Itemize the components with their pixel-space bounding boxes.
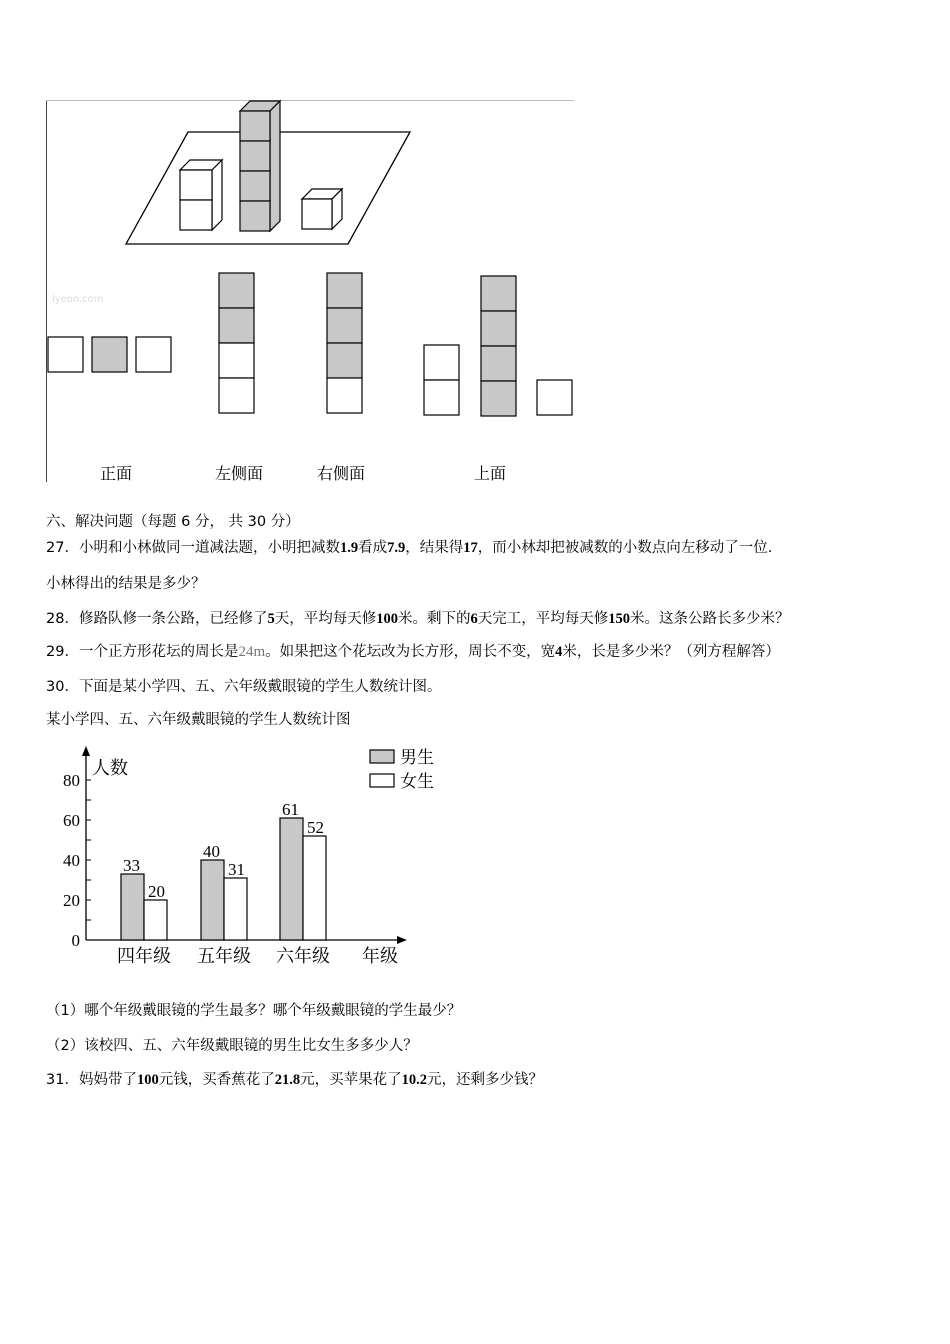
y-axis-arrow bbox=[82, 746, 90, 756]
cube-right-3d bbox=[302, 189, 342, 229]
y-tick-label: 80 bbox=[63, 771, 80, 790]
q27-text-b: 看成 bbox=[358, 540, 388, 556]
q31-text-c: 元，买苹果花了 bbox=[300, 1072, 402, 1088]
q27-num-1: 1.9 bbox=[339, 540, 359, 556]
view-left-option bbox=[219, 273, 254, 413]
q28-num-1: 5 bbox=[267, 611, 275, 627]
question-28 bbox=[46, 607, 789, 628]
section-title: 六、解决问题（每题 6 分， 共 30 分） bbox=[46, 514, 300, 530]
q28-text-b: 天，平均每天修 bbox=[274, 611, 377, 627]
view-right-option bbox=[327, 273, 362, 413]
question-29 bbox=[46, 640, 780, 661]
q29-text-c: 米，长是多少米？（列方程解答） bbox=[562, 644, 780, 660]
x-axis-label: 年级 bbox=[362, 946, 398, 967]
q27-text-a: 27．小明和小林做同一道减法题，小明把减数 bbox=[46, 540, 340, 556]
q28-num-2: 100 bbox=[376, 611, 398, 627]
stack-middle-3d bbox=[240, 101, 280, 231]
cube-views-figure bbox=[0, 0, 600, 500]
bar-chart bbox=[56, 740, 434, 972]
q31-num-2: 21.8 bbox=[274, 1072, 301, 1088]
q27-text-d: ，而小林却把被减数的小数点向左移动了一位. bbox=[477, 540, 773, 556]
legend-label-boys: 男生 bbox=[400, 748, 434, 768]
legend-swatch-boys bbox=[370, 750, 394, 763]
q28-text-a: 28．修路队修一条公路，已经修了 bbox=[46, 611, 268, 627]
bar-girls bbox=[303, 836, 326, 940]
bar-value-label: 33 bbox=[123, 856, 140, 875]
bar-value-label: 61 bbox=[282, 800, 299, 819]
x-axis-arrow bbox=[397, 936, 407, 944]
q27-text-c: ，结果得 bbox=[405, 540, 464, 556]
q29-num-1: 4 bbox=[555, 644, 563, 660]
question-27-line1 bbox=[46, 536, 772, 557]
x-category-label: 四年级 bbox=[117, 946, 171, 967]
y-tick-label: 40 bbox=[63, 851, 80, 870]
q27-num-2: 7.9 bbox=[387, 540, 406, 556]
label-right-side: 右侧面 bbox=[317, 464, 366, 483]
stack-left-3d bbox=[180, 160, 222, 230]
bar-boys bbox=[201, 860, 224, 940]
x-category-label: 六年级 bbox=[276, 946, 330, 967]
q28-num-3: 6 bbox=[470, 611, 478, 627]
legend-swatch-girls bbox=[370, 774, 394, 787]
y-tick-label: 0 bbox=[71, 931, 80, 950]
question-30-intro: 30．下面是某小学四、五、六年级戴眼镜的学生人数统计图。 bbox=[46, 679, 442, 695]
question-30-sub1: （1）哪个年级戴眼镜的学生最多？哪个年级戴眼镜的学生最少？ bbox=[46, 1003, 462, 1019]
q28-text-c: 米。剩下的 bbox=[397, 611, 471, 627]
q28-num-4: 150 bbox=[608, 611, 630, 627]
q29-text-a: 29．一个正方形花坛的周长是 bbox=[46, 644, 239, 660]
q31-text-a: 31．妈妈带了 bbox=[46, 1072, 137, 1088]
q29-unit: 24m bbox=[238, 644, 266, 660]
q28-text-d: 天完工，平均每天修 bbox=[477, 611, 609, 627]
q27-num-3: 17 bbox=[463, 540, 478, 556]
y-tick-label: 20 bbox=[63, 891, 80, 910]
q31-num-3: 10.2 bbox=[401, 1072, 427, 1088]
q28-text-e: 米。这条公路长多少米？ bbox=[629, 611, 790, 627]
label-front: 正面 bbox=[100, 464, 133, 483]
label-top: 上面 bbox=[474, 464, 507, 483]
x-category-label: 五年级 bbox=[197, 946, 251, 967]
q31-text-d: 元，还剩多少钱？ bbox=[426, 1072, 543, 1088]
bar-value-label: 31 bbox=[228, 860, 245, 879]
y-axis-label: 人数 bbox=[92, 758, 128, 779]
q31-text-b: 元钱，买香蕉花了 bbox=[158, 1072, 275, 1088]
y-tick-label: 60 bbox=[63, 811, 80, 830]
question-30-sub2: （2）该校四、五、六年级戴眼镜的男生比女生多多少人？ bbox=[46, 1038, 418, 1054]
q31-num-1: 100 bbox=[136, 1072, 159, 1088]
question-27-line2: 小林得出的结果是多少？ bbox=[46, 576, 206, 592]
bar-value-label: 20 bbox=[148, 882, 165, 901]
q29-text-b: 。如果把这个花坛改为长方形，周长不变，宽 bbox=[265, 644, 556, 660]
watermark: lyeoo.com bbox=[52, 294, 104, 305]
chart-title: 某小学四、五、六年级戴眼镜的学生人数统计图 bbox=[46, 712, 351, 728]
bar-value-label: 52 bbox=[307, 818, 324, 837]
bar-value-label: 40 bbox=[203, 842, 220, 861]
label-left-side: 左侧面 bbox=[215, 464, 264, 483]
bar-boys bbox=[280, 818, 303, 940]
bar-girls bbox=[224, 878, 247, 940]
bar-girls bbox=[144, 900, 167, 940]
view-front-option bbox=[48, 337, 171, 372]
question-31 bbox=[46, 1068, 543, 1089]
legend-label-girls: 女生 bbox=[400, 772, 434, 792]
bar-boys bbox=[121, 874, 144, 940]
view-top-option bbox=[424, 276, 572, 416]
